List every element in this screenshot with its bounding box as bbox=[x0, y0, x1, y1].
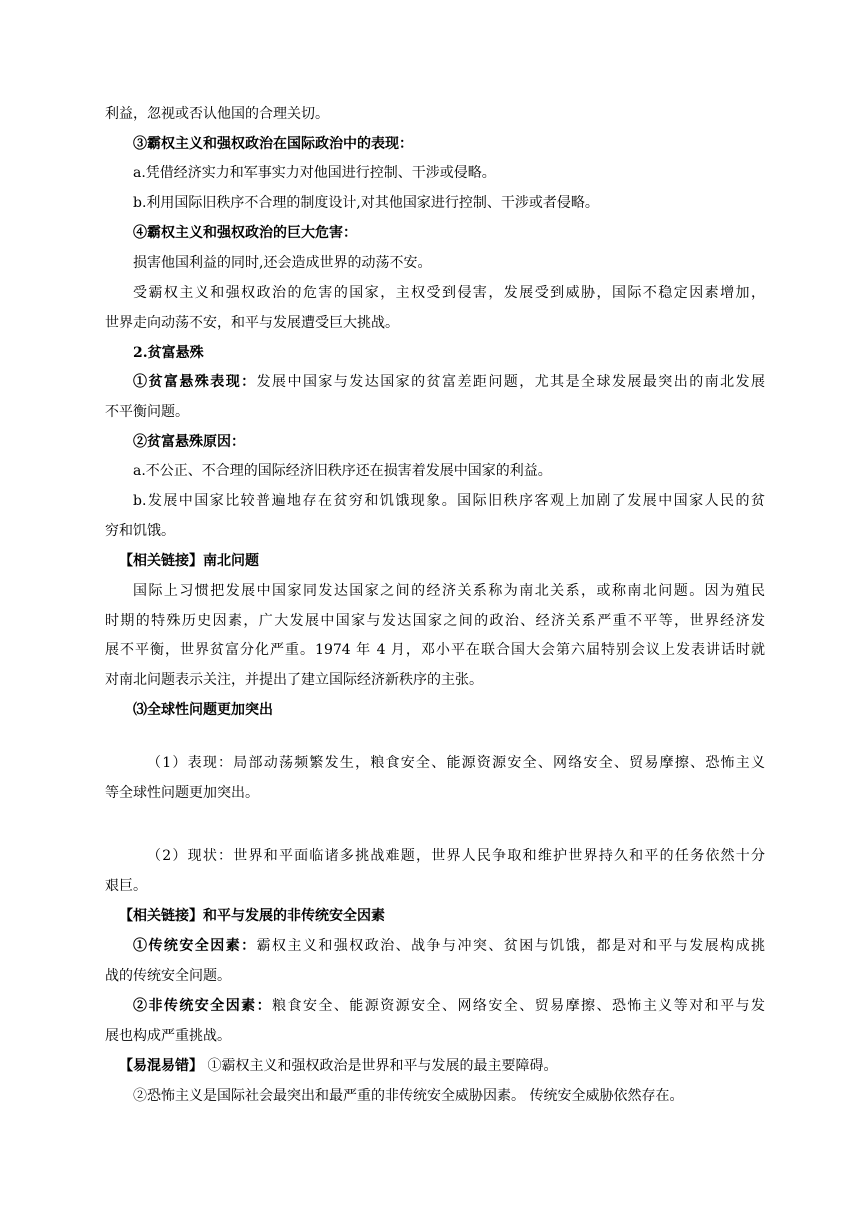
heading-wealth-gap: 2.贫富悬殊 bbox=[133, 345, 204, 361]
text-line bbox=[133, 368, 765, 396]
text-line: 受霸权主义和强权政治的危害的国家，主权受到侵害，发展受到威胁，国际不稳定因素增加， bbox=[133, 285, 765, 301]
text-line: 等全球性问题更加突出。 bbox=[105, 785, 259, 801]
text-segment: 粮食安全、能源资源安全、网络安全、贸易摩擦、恐怖主义等对和平与发 bbox=[272, 998, 765, 1014]
heading-related-link-north-south: 【相关链接】南北问题 bbox=[119, 553, 259, 569]
text-line bbox=[119, 1052, 779, 1080]
heading-hegemony-harm: ④霸权主义和强权政治的巨大危害： bbox=[133, 225, 357, 241]
text-line: （1）表现：局部动荡频繁发生，粮食安全、能源资源安全、网络安全、贸易摩擦、恐怖主义 bbox=[147, 755, 765, 771]
label-wealth-gap-manifestation: ①贫富悬殊表现： bbox=[133, 374, 257, 390]
text-line: 国际上习惯把发展中国家同发达国家之间的经济关系称为南北关系，或称南北问题。因为殖民 bbox=[133, 583, 765, 599]
text-line: 艰巨。 bbox=[105, 878, 147, 894]
text-segment: 发展中国家与发达国家的贫富差距问题，尤其是全球发展最突出的南北发展 bbox=[256, 374, 765, 390]
text-line: ②恐怖主义是国际社会最突出和最严重的非传统安全威胁因素。 传统安全威胁依然存在。 bbox=[133, 1088, 684, 1104]
text-line: 时期的特殊历史因素，广大发展中国家与发达国家之间的政治、经济关系严重不平等，世界经济发 bbox=[105, 613, 765, 629]
heading-hegemony-manifestation: ③霸权主义和强权政治在国际政治中的表现： bbox=[133, 136, 413, 152]
text-line: （2）现状：世界和平面临诸多挑战难题，世界人民争取和维护世界持久和平的任务依然十分 bbox=[147, 848, 765, 864]
text-line: b.发展中国家比较普遍地存在贫穷和饥饿现象。国际旧秩序客观上加剧了发展中国家人民的贫 bbox=[133, 493, 765, 509]
heading-wealth-gap-cause: ②贫富悬殊原因： bbox=[133, 434, 245, 450]
heading-related-link-security: 【相关链接】和平与发展的非传统安全因素 bbox=[119, 908, 385, 924]
text-line: 利益，忽视或否认他国的合理关切。 bbox=[105, 106, 329, 122]
text-line: 穷和饥饿。 bbox=[105, 523, 175, 539]
text-line: 展不平衡，世界贫富分化严重。1974 年 4 月，邓小平在联合国大会第六届特别会议上发表讲话时就 bbox=[105, 642, 765, 658]
text-line bbox=[133, 932, 765, 960]
label-easy-confuse: 【易混易错】 bbox=[119, 1058, 203, 1074]
text-line: 不平衡问题。 bbox=[105, 404, 189, 420]
text-line bbox=[133, 992, 765, 1020]
heading-global-issues: ⑶全球性问题更加突出 bbox=[133, 702, 273, 718]
text-line: 展也构成严重挑战。 bbox=[105, 1028, 231, 1044]
label-traditional-security: ①传统安全因素： bbox=[133, 938, 257, 954]
text-line: b.利用国际旧秩序不合理的制度设计,对其他国家进行控制、干涉或者侵略。 bbox=[133, 195, 599, 211]
text-line: a.凭借经济实力和军事实力对他国进行控制、干涉或侵略。 bbox=[133, 165, 496, 181]
text-line: 战的传统安全问题。 bbox=[105, 968, 231, 984]
label-nontraditional-security: ②非传统安全因素： bbox=[133, 998, 273, 1014]
text-segment: 霸权主义和强权政治、战争与冲突、贫困与饥饿，都是对和平与发展构成挑 bbox=[256, 938, 765, 954]
text-segment: ①霸权主义和强权政治是世界和平与发展的最主要障碍。 bbox=[203, 1058, 558, 1074]
text-line: 世界走向动荡不安，和平与发展遭受巨大挑战。 bbox=[105, 315, 399, 331]
text-line: a.不公正、不合理的国际经济旧秩序还在损害着发展中国家的利益。 bbox=[133, 463, 552, 479]
text-line: 损害他国利益的同时,还会造成世界的动荡不安。 bbox=[133, 255, 432, 271]
text-line: 对南北问题表示关注，并提出了建立国际经济新秩序的主张。 bbox=[105, 672, 483, 688]
